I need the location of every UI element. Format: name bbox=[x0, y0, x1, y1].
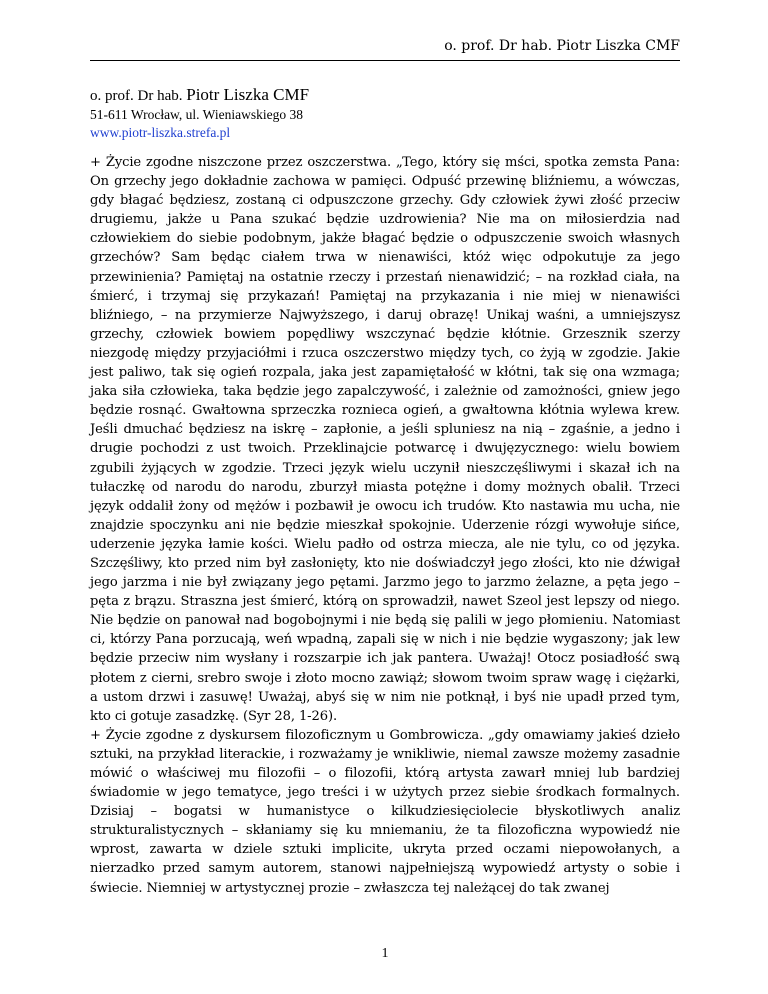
paragraph-gombrowicz: + Życie zgodne z dyskursem filozoficznym u Gombrowicza. „gdy omawiamy jakieś dzieło sztuki, na przykład literackie, i rozważamy je wnikliwie, niemal zawsze możemy zasadnie mówić o właściwej mu filozofii – o filozofii, którą artysta zawarł mniej lub bardziej świadomie w jego tematyce, jego treści i w użytych przez siebie środkach formalnych. Dzisiaj – bogatsi w humanistyce o kilkudziesięciolecie błyskotliwych analiz strukturalistycznych – skłaniamy się ku mniemaniu, że ta filozoficzna wypowiedź nie wprost, zawarta w dziele sztuki implicite, ukryta przed oczami niepowołanych, a nierzadko przed samym autorem, stanowi najpełniejszą wypowiedź artysty o sobie i świecie. Niemniej w artystycznej prozie – zwłaszcza tej należącej do tak zwanej bbox=[90, 727, 680, 896]
body-text bbox=[90, 153, 680, 898]
document-page bbox=[90, 0, 680, 994]
author-name-prefix: o. prof. Dr hab. bbox=[90, 88, 187, 104]
header-divider bbox=[90, 60, 680, 61]
author-website-link[interactable]: www.piotr-liszka.strefa.pl bbox=[90, 125, 231, 140]
author-block bbox=[90, 85, 309, 142]
paragraph-syr-28: + Życie zgodne niszczone przez oszczerstwa. „Tego, który się mści, spotka zemsta Pana: On grzechy jego dokładnie zachowa w pamięci. Odpuść przewinę bliźniemu, a wówczas, gdy błagać będziesz, zostaną ci odpuszczone grzechy. Gdy człowiek żywi złość przeciw drugiemu, jakże u Pana szukać będzie uzdrowienia? Nie ma on miłosierdzia nad człowiekiem do siebie podobnym, jakże błagać będzie o odpuszczenie swoich własnych grzechów? Sam będąc ciałem trwa w nienawiści, któż więc odpokutuje za jego przewinienia? Pamiętaj na ostatnie rzeczy i przestań nienawidzić; – na rozkład ciała, na śmierć, i trzymaj się przykazań! Pamiętaj na przykazania i nie miej w nienawiści bliźniego, – na przymierze Najwyższego, i daruj obrazę! Unikaj waśni, a umniejszysz grzechy, człowiek bowiem popędliwy wszczynać będzie kłótnie. Grzesznik szerzy niezgodę między przyjaciółmi i rzuca oszczerstwo między tych, co żyją w zgodzie. Jakie jest paliwo, tak się ogień rozpala, jaka jest zapamiętałość w kłótni, tak się ona wzmaga; jaka siła człowieka, taka będzie jego zapalczywość, i zależnie od zamożności, gniew jego będzie rosnąć. Gwałtowna sprzeczka roznieca ogień, a gwałtowna kłótnia wylewa krew. Jeśli dmuchać będziesz na iskrę – zapłonie, a jeśli splunie​sz na nią – zgaśnie, a jedno i drugie pochodzi z ust twoich. Przeklinajcie potwarcę i dwujęzycznego: wielu bowiem zgubili żyjących w zgodzie. Trzeci język wielu uczynił nieszczęśliwymi i skazał ich na tułaczkę od narodu do narodu, zburzył miasta potężne i domy możnych obalił. Trzeci język oddalił żony od mężów i pozbawił je owocu ich trudów. Kto nastawia mu ucha, nie znajdzie spoczynku ani nie będzie mieszkał spokojnie. Uderzenie rózgi wywołuje sińce, uderzenie języka łamie kości. Wielu padło od ostrza miecza, ale nie tylu, co od języka. Szczęśliwy, kto przed nim był zasłonięty, kto nie doświadczył jego złości, kto nie dźwigał jego jarzma i nie był związany jego pętami. Jarzmo jego to jarzmo żelazne, a pęta jego – pęta z brązu. Straszna jest śmierć, którą on sprowadził, nawet Szeol jest lepszy od niego. Nie będzie on panował nad bogobojnymi i nie będą się palili w jego płomieniu. Natomiast ci, którzy Pana porzucają, weń wpadną, zapali się w nich i nie będzie wygaszony; jak lew będzie przeciw nim wysłany i rozszarpie ich jak pantera. Uważaj! Otocz posiadłość swą płotem z cierni, srebro swoje i złoto mocno zawiąż; słowom twoim spraw wagę i ciężarki, a ustom drzwi i zasuwę! Uważaj, abyś się w nim nie potknął, i byś nie upadł przed tym, kto ci gotuje zasadzkę. (Syr 28, 1-26). bbox=[90, 155, 680, 724]
running-header: o. prof. Dr hab. Piotr Liszka CMF bbox=[444, 38, 680, 54]
author-name-main: Piotr Liszka CMF bbox=[186, 85, 310, 104]
page-number: 1 bbox=[381, 946, 389, 961]
author-name bbox=[90, 85, 309, 106]
author-address: 51-611 Wrocław, ul. Wieniawskiego 38 bbox=[90, 107, 303, 122]
